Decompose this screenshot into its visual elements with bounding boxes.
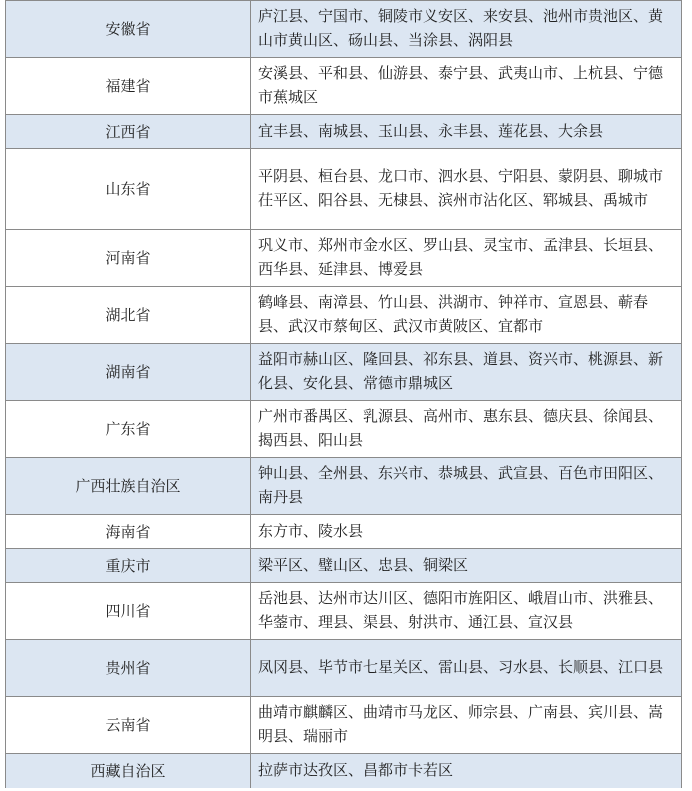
table-row bbox=[6, 754, 682, 788]
province-cell: 湖南省 bbox=[6, 344, 251, 401]
table-row bbox=[6, 458, 682, 515]
region-table bbox=[5, 0, 682, 788]
counties-cell: 鹤峰县、南漳县、竹山县、洪湖市、钟祥市、宣恩县、蕲春县、武汉市蔡甸区、武汉市黄陂区、宜都市 bbox=[251, 287, 682, 344]
counties-cell: 东方市、陵水县 bbox=[251, 515, 682, 549]
province-cell: 贵州省 bbox=[6, 640, 251, 697]
table-row bbox=[6, 287, 682, 344]
counties-cell: 梁平区、璧山区、忠县、铜梁区 bbox=[251, 549, 682, 583]
counties-cell: 钟山县、全州县、东兴市、恭城县、武宣县、百色市田阳区、南丹县 bbox=[251, 458, 682, 515]
table-row bbox=[6, 344, 682, 401]
province-cell: 湖北省 bbox=[6, 287, 251, 344]
province-cell: 云南省 bbox=[6, 697, 251, 754]
table-row bbox=[6, 549, 682, 583]
counties-cell: 凤冈县、毕节市七星关区、雷山县、习水县、长顺县、江口县 bbox=[251, 640, 682, 697]
region-table-body bbox=[6, 1, 682, 788]
counties-cell: 拉萨市达孜区、昌都市卡若区 bbox=[251, 754, 682, 788]
counties-cell: 平阴县、桓台县、龙口市、泗水县、宁阳县、蒙阴县、聊城市茌平区、阳谷县、无棣县、滨州市沾化区、郓城县、禹城市 bbox=[251, 149, 682, 230]
table-row bbox=[6, 1, 682, 58]
province-cell: 河南省 bbox=[6, 230, 251, 287]
counties-cell: 曲靖市麒麟区、曲靖市马龙区、师宗县、广南县、宾川县、嵩明县、瑞丽市 bbox=[251, 697, 682, 754]
province-cell: 广东省 bbox=[6, 401, 251, 458]
counties-cell: 巩义市、郑州市金水区、罗山县、灵宝市、孟津县、长垣县、西华县、延津县、博爱县 bbox=[251, 230, 682, 287]
table-row bbox=[6, 401, 682, 458]
province-cell: 江西省 bbox=[6, 115, 251, 149]
table-row bbox=[6, 515, 682, 549]
counties-cell: 岳池县、达州市达川区、德阳市旌阳区、峨眉山市、洪雅县、华蓥市、理县、渠县、射洪市、通江县、宣汉县 bbox=[251, 583, 682, 640]
counties-cell: 安溪县、平和县、仙游县、泰宁县、武夷山市、上杭县、宁德市蕉城区 bbox=[251, 58, 682, 115]
province-cell: 海南省 bbox=[6, 515, 251, 549]
table-row bbox=[6, 697, 682, 754]
province-cell: 四川省 bbox=[6, 583, 251, 640]
counties-cell: 宜丰县、南城县、玉山县、永丰县、莲花县、大余县 bbox=[251, 115, 682, 149]
province-cell: 福建省 bbox=[6, 58, 251, 115]
province-cell: 广西壮族自治区 bbox=[6, 458, 251, 515]
counties-cell: 庐江县、宁国市、铜陵市义安区、来安县、池州市贵池区、黄山市黄山区、砀山县、当涂县、涡阳县 bbox=[251, 1, 682, 58]
table-row bbox=[6, 583, 682, 640]
province-cell: 重庆市 bbox=[6, 549, 251, 583]
table-row bbox=[6, 230, 682, 287]
province-cell: 西藏自治区 bbox=[6, 754, 251, 788]
counties-cell: 广州市番禺区、乳源县、高州市、惠东县、德庆县、徐闻县、揭西县、阳山县 bbox=[251, 401, 682, 458]
province-cell: 山东省 bbox=[6, 149, 251, 230]
province-cell: 安徽省 bbox=[6, 1, 251, 58]
table-row bbox=[6, 149, 682, 230]
table-row bbox=[6, 58, 682, 115]
table-row bbox=[6, 115, 682, 149]
table-row bbox=[6, 640, 682, 697]
counties-cell: 益阳市赫山区、隆回县、祁东县、道县、资兴市、桃源县、新化县、安化县、常德市鼎城区 bbox=[251, 344, 682, 401]
